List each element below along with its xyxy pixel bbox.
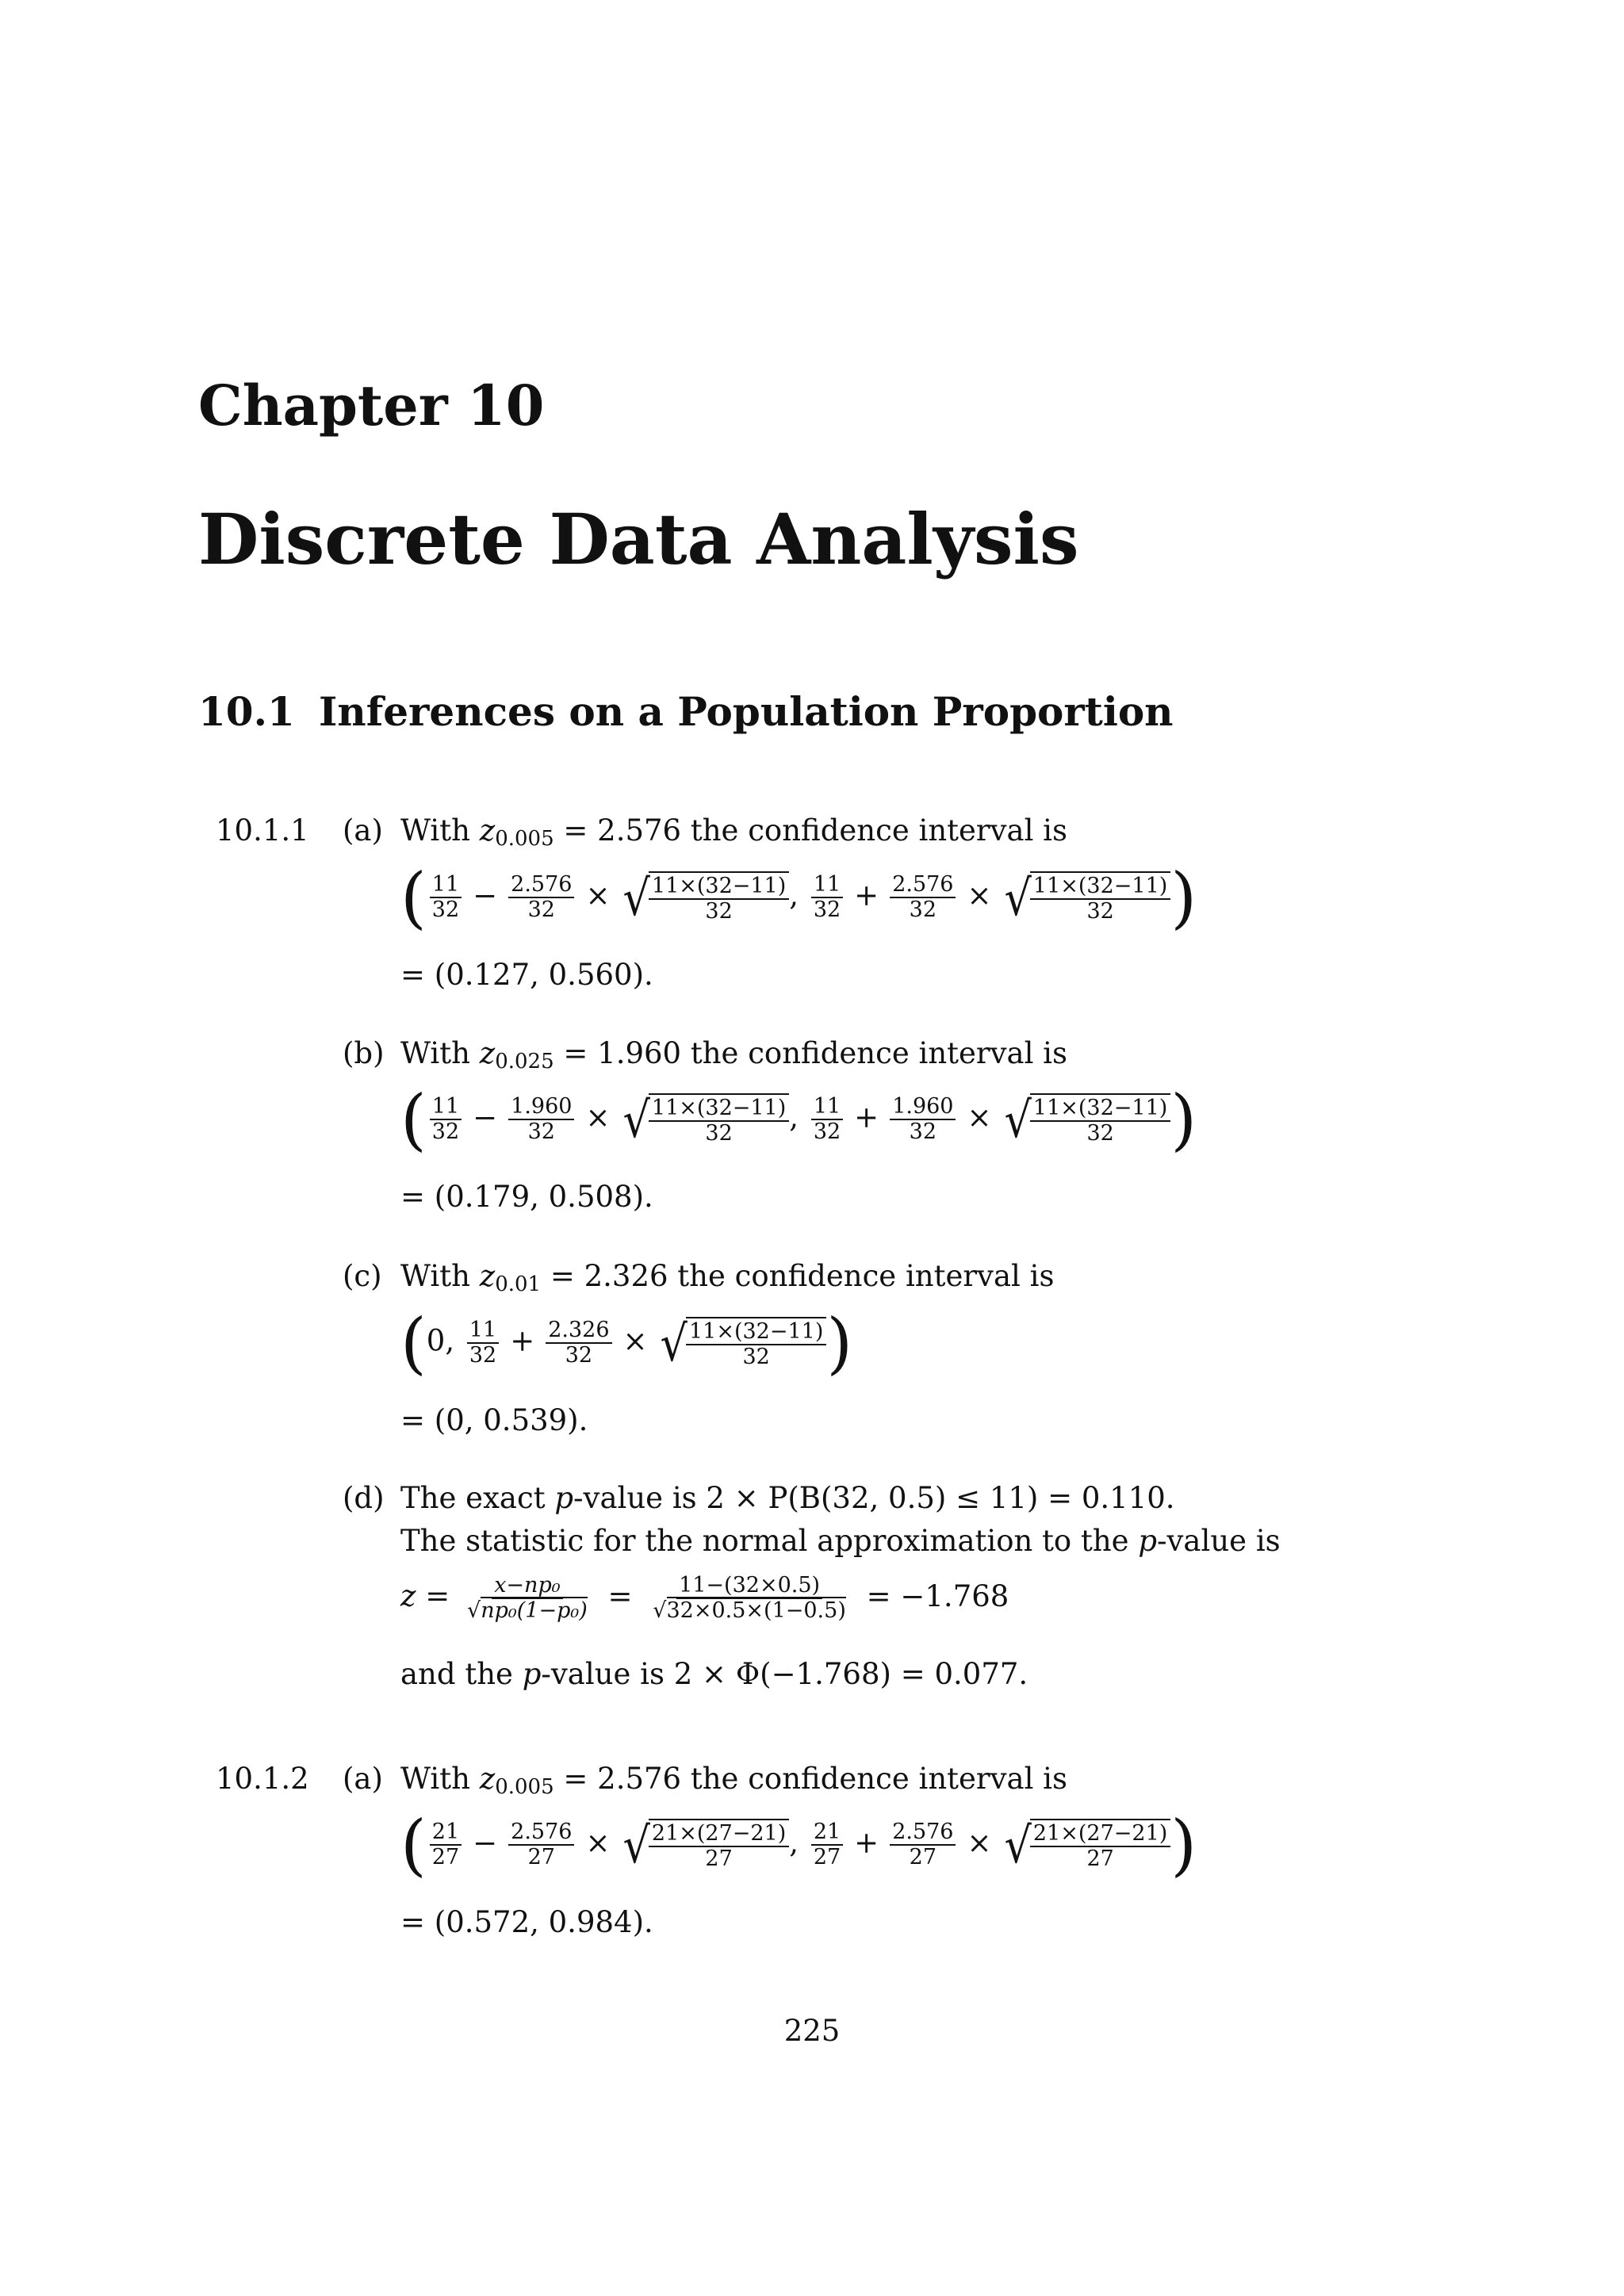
exact-p-value-line: The exact p-value is 2 × P(B(32, 0.5) ≤ 11) = 0.110. bbox=[400, 1481, 1175, 1515]
section-title: Inferences on a Population Proportion bbox=[319, 688, 1174, 735]
part-label: (a) bbox=[343, 813, 383, 848]
z-statistic-formula: z = $\frac{\text{x−np₀}}{\text{√np₀(1−p₀)}}$ = $\frac{11-(32\times 0.5)}{√32\times 0.5\times(1-0.5)}$ = −1.768 bbox=[400, 1573, 1009, 1623]
normal-approx-line: The statistic for the normal approximation to the p-value is bbox=[400, 1524, 1281, 1558]
interval-result: = (0.127, 0.560). bbox=[400, 958, 653, 992]
interval-result: = (0.572, 0.984). bbox=[400, 1905, 653, 1939]
problem-number: 10.1.2 bbox=[216, 1762, 309, 1796]
confidence-interval-formula: (0, $\frac{11}{32}$ + $\frac{2.326}{32}$ × √ $\frac{11\times(32-11)}{32}$ ) bbox=[400, 1304, 853, 1382]
confidence-interval-formula: ( $\frac{21}{27}$ − $\frac{2.576}{27}$ × √ $\frac{21\times(27-21)}{27}$ , $\frac{21}{27}$ + $\frac{2.576}{27}$ × √ $\frac{21\times(27-21)}{27}$ ) bbox=[400, 1806, 1197, 1884]
p-value-line: and the p-value is 2 × Φ(−1.768) = 0.077. bbox=[400, 1657, 1028, 1691]
part-label: (a) bbox=[343, 1762, 383, 1796]
part-label: (b) bbox=[343, 1036, 385, 1070]
chapter-title: Discrete Data Analysis bbox=[198, 498, 1079, 580]
page-number: 225 bbox=[783, 2014, 841, 2048]
confidence-interval-formula: ( $\frac{11}{32}$ − $\frac{2.576}{32}$ × √ $\frac{11\times(32-11)}{32}$ , $\frac{11}{32}$ + $\frac{2.576}{32}$ × √ $\frac{11\times(32-11)}{32}$ ) bbox=[400, 859, 1197, 936]
problem-number: 10.1.1 bbox=[216, 813, 309, 848]
part-intro: With $z_{0.005} = 2.576$ the confidence interval is bbox=[400, 1762, 1067, 1799]
part-intro: With $z_{0.025} = 1.960$ the confidence interval is bbox=[400, 1036, 1067, 1073]
confidence-interval-formula: ( $\frac{11}{32}$ − $\frac{1.960}{32}$ × √ $\frac{11\times(32-11)}{32}$ , $\frac{11}{32}$ + $\frac{1.960}{32}$ × √ $\frac{11\times(32-11)}{32}$ ) bbox=[400, 1081, 1197, 1158]
interval-result: = (0, 0.539). bbox=[400, 1403, 588, 1437]
chapter-label: Chapter 10 bbox=[198, 373, 545, 438]
part-label: (d) bbox=[343, 1481, 385, 1515]
interval-result: = (0.179, 0.508). bbox=[400, 1180, 653, 1214]
part-intro: With $z_{0.01} = 2.326$ the confidence interval is bbox=[400, 1259, 1055, 1296]
section-number: 10.1 bbox=[198, 688, 295, 735]
part-intro: With $z_{0.005} = 2.576$ the confidence interval is bbox=[400, 813, 1067, 851]
part-label: (c) bbox=[343, 1259, 382, 1293]
